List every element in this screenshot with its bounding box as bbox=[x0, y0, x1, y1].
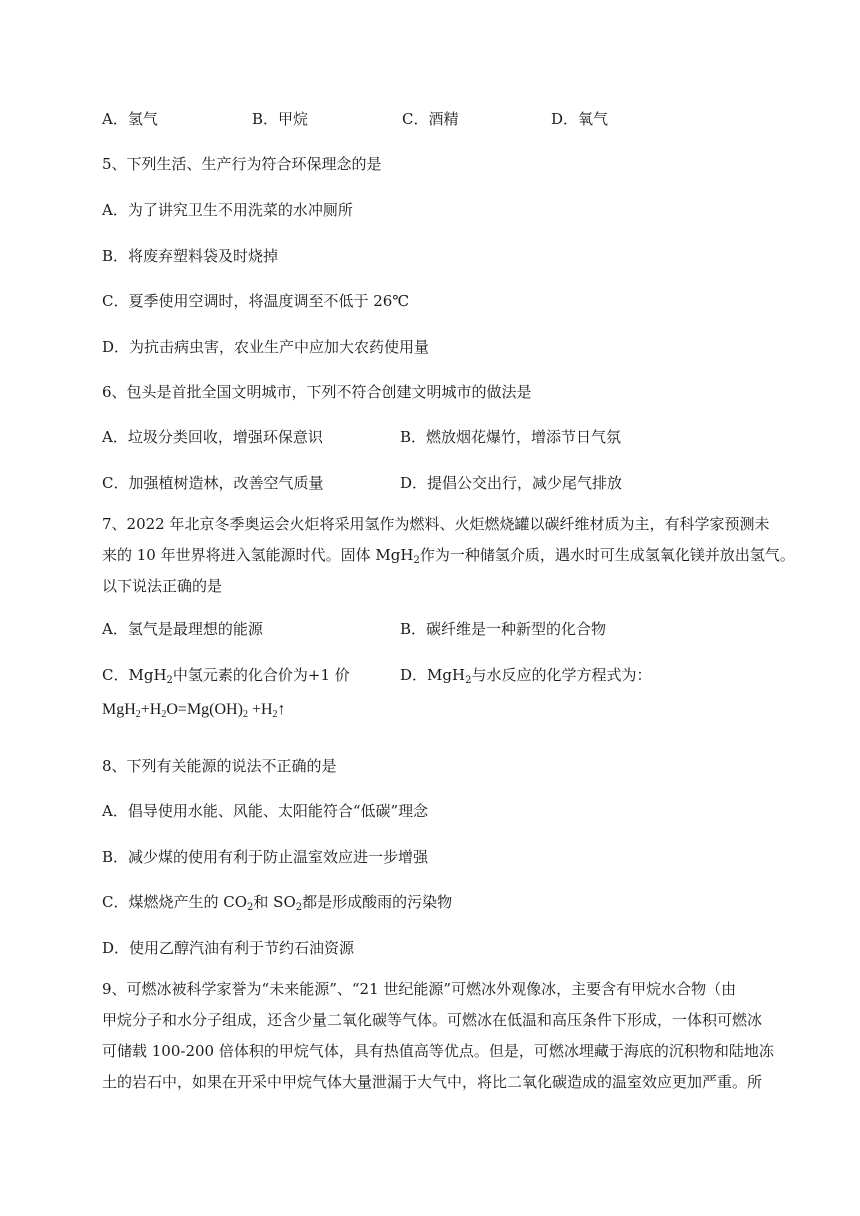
q6-option-c: C．加强植树造林，改善空气质量 bbox=[102, 474, 324, 492]
q8-option-a: A．倡导使用水能、风能、太阳能符合“低碳”理念 bbox=[102, 802, 429, 820]
q6-option-d: D．提倡公交出行，减少尾气排放 bbox=[400, 474, 623, 492]
q6-option-b: B．燃放烟花爆竹，增添节日气氛 bbox=[400, 428, 622, 446]
q7-equation: $MgH_2+H_2O=Mg(OH)_2$ $+H_2↑$ bbox=[102, 701, 286, 720]
q5-option-a: A．为了讲究卫生不用洗菜的水冲厕所 bbox=[102, 201, 353, 219]
q5-option-b: B．将废弃塑料袋及时烧掉 bbox=[102, 247, 279, 265]
q9-stem bbox=[102, 974, 802, 1098]
q5-option-c: C．夏季使用空调时，将温度调至不低于 26℃ bbox=[102, 292, 410, 310]
q7-option-a: A．氢气是最理想的能源 bbox=[102, 620, 263, 638]
q4-option-d: D．氧气 bbox=[551, 110, 609, 128]
q6-option-a: A．垃圾分类回收，增强环保意识 bbox=[102, 428, 323, 446]
q7-line-3: 以下说法正确的是 bbox=[102, 577, 223, 595]
q7-option-d: D．MgH$_2$与水反应的化学方程式为： bbox=[400, 666, 652, 686]
q6-stem: 6、包头是首批全国文明城市，下列不符合创建文明城市的做法是 bbox=[102, 383, 532, 401]
q4-option-c: C．酒精 bbox=[402, 110, 459, 128]
q7-option-c: C．MgH$_2$中氢元素的化合价为+1 价 bbox=[102, 666, 350, 686]
q4-option-b: B．甲烷 bbox=[252, 110, 309, 128]
q9-line-2: 甲烷分子和水分子组成，还含少量二氧化碳等气体。可燃冰在低温和高压条件下形成，一体积可燃冰 bbox=[102, 1011, 763, 1029]
q8-option-b: B．减少煤的使用有利于防止温室效应进一步增强 bbox=[102, 848, 429, 866]
q4-option-a: A．氢气 bbox=[102, 110, 158, 128]
q9-line-4: 土的岩石中，如果在开采中甲烷气体大量泄漏于大气中，将比二氧化碳造成的温室效应更加严重。所 bbox=[102, 1073, 763, 1091]
q9-line-3: 可储载 100-200 倍体积的甲烷气体，具有热值高等优点。但是，可燃冰埋藏于海底的沉积物和陆地冻 bbox=[102, 1042, 774, 1060]
q5-stem: 5、下列生活、生产行为符合环保理念的是 bbox=[102, 155, 382, 173]
q8-option-c: C．煤燃烧产生的 $CO_2$和 $SO_2$都是形成酸雨的污染物 bbox=[102, 893, 453, 913]
q8-stem: 8、下列有关能源的说法不正确的是 bbox=[102, 757, 337, 775]
q7-line-1: 7、2022 年北京冬季奥运会火炬将采用氢作为燃料、火炬燃烧罐以碳纤维材质为主，有科学家预测未 bbox=[102, 515, 770, 533]
q8-option-d: D．使用乙醇汽油有利于节约石油资源 bbox=[102, 939, 355, 957]
q7-option-b: B．碳纤维是一种新型的化合物 bbox=[400, 620, 607, 638]
q7-stem bbox=[102, 509, 802, 602]
q9-line-1: 9、可燃冰被科学家誉为“未来能源”、“21 世纪能源”可燃冰外观像冰，主要含有甲烷水合物（由 bbox=[102, 980, 737, 998]
q7-line-2: 来的 10 年世界将进入氢能源时代。固体 MgH$_2$作为一种储氢介质，遇水时可生成氢氧化镁并放出氢气。 bbox=[102, 546, 795, 566]
q5-option-d: D．为抗击病虫害，农业生产中应加大农药使用量 bbox=[102, 338, 430, 356]
